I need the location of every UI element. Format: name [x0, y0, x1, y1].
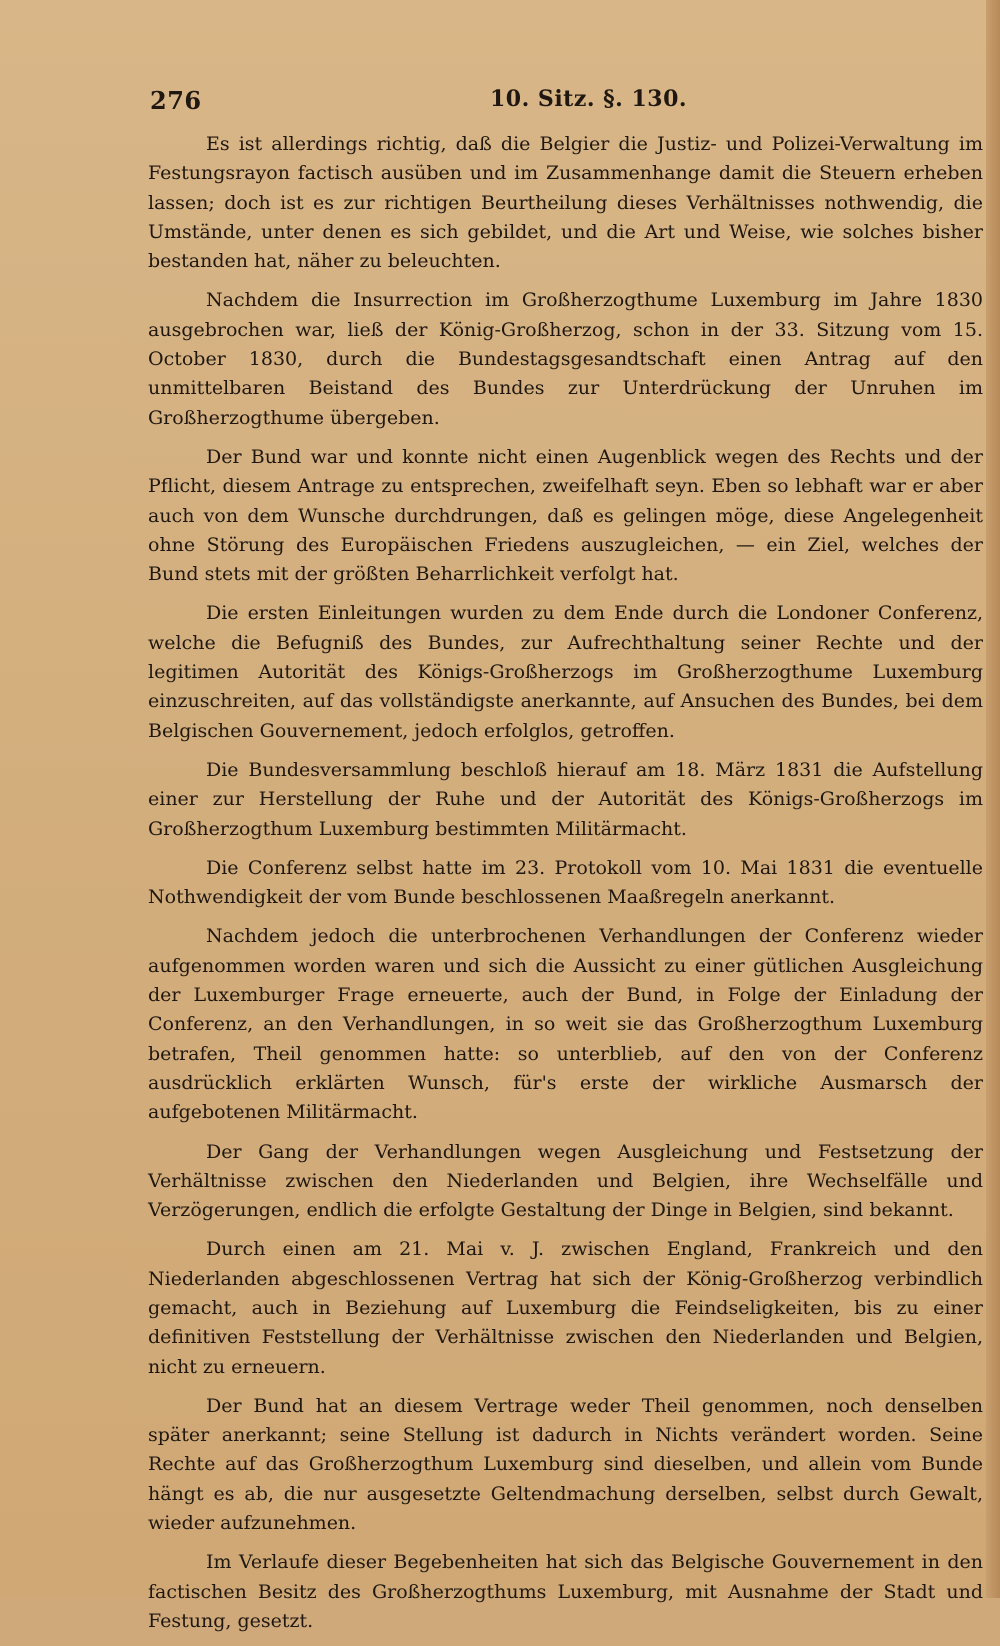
- paragraph: Der Bund hat an diesem Vertrage weder Theil genommen, noch denselben später anerkannt; seine Stellung ist dadurch in Nichts verändert worden. Seine Rechte auf das Großherzogthum Luxemburg sind dieselben, und allein vom Bunde hängt es ab, die nur ausgesetzte Geltendmachung derselben, selbst durch Gewalt, wieder aufzunehmen.: [148, 1394, 983, 1535]
- paragraph: Die Conferenz selbst hatte im 23. Protokoll vom 10. Mai 1831 die eventuelle Nothwendigkeit der vom Bunde beschlossenen Maaßregeln anerkannt.: [148, 856, 983, 909]
- paragraph: Der Bund war und konnte nicht einen Augenblick wegen des Rechts und der Pflicht, diesem Antrage zu entsprechen, zweifelhaft seyn. Eben so lebhaft war er aber auch von dem Wunsche durchdrungen, daß es gelingen möge, diese Angelegenheit ohne Störung des Europäischen Friedens auszugleichen, — ein Ziel, welches der Bund stets mit der größten Beharrlichkeit verfolgt hat.: [148, 445, 983, 586]
- running-head: 10. Sitz. §. 130.: [490, 86, 688, 112]
- paragraph: Es ist allerdings richtig, daß die Belgier die Justiz- und Polizei-Verwaltung im Festungsrayon factisch ausüben und im Zusammenhange damit die Steuern erheben lassen; doch ist es zur richtigen Beurtheilung dieses Verhältnisses nothwendig, die Umstände, unter denen es sich gebildet, und die Art und Weise, wie solches bisher bestanden hat, näher zu beleuchten.: [148, 133, 983, 273]
- page-body: [148, 130, 983, 1646]
- paragraph: Durch einen am 21. Mai v. J. zwischen England, Frankreich und den Niederlanden abgeschlossenen Vertrag hat sich der König-Großherzog verbindlich gemacht, auch in Beziehung auf Luxemburg die Feindseligkeiten, bis zu einer definitiven Feststellung der Verhältnisse zwischen den Niederlanden und Belgien, nicht zu erneuern.: [148, 1238, 983, 1378]
- page-number: 276: [150, 86, 202, 115]
- paragraph: Der Gang der Verhandlungen wegen Ausgleichung und Festsetzung der Verhältnisse zwischen den Niederlanden und Belgien, ihre Wechselfälle und Verzögerungen, endlich die erfolgte Gestaltung der Dinge in Belgien, sind bekannt.: [148, 1140, 983, 1222]
- page-header: [150, 86, 980, 120]
- page-edge: [986, 0, 1000, 1598]
- paragraph: Die ersten Einleitungen wurden zu dem Ende durch die Londoner Conferenz, welche die Befugniß des Bundes, zur Aufrechthaltung seiner Rechte und der legitimen Autorität des Königs-Großherzogs im Großherzogthume Luxemburg einzuschreiten, auf das vollständigste anerkannte, auf Ansuchen des Bundes, bei dem Belgischen Gouvernement, jedoch erfolglos, getroffen.: [148, 602, 983, 742]
- paragraph: Nachdem die Insurrection im Großherzogthume Luxemburg im Jahre 1830 ausgebrochen war, ließ der König-Großherzog, schon in der 33. Sitzung vom 15. October 1830, durch die Bundestagsgesandtschaft einen Antrag auf den unmittelbaren Beistand des Bundes zur Unterdrückung der Unruhen im Großherzogthume übergeben.: [148, 289, 983, 429]
- paragraph: Die Bundesversammlung beschloß hierauf am 18. März 1831 die Aufstellung einer zur Herstellung der Ruhe und der Autorität des Königs-Großherzogs im Großherzogthum Luxemburg bestimmten Militärmacht.: [148, 758, 983, 840]
- paragraph: Nachdem jedoch die unterbrochenen Verhandlungen der Conferenz wieder aufgenommen worden waren und sich die Aussicht zu einer gütlichen Ausgleichung der Luxemburger Frage erneuerte, auch der Bund, in Folge der Einladung der Conferenz, an den Verhandlungen, in so weit sie das Großherzogthum Luxemburg betrafen, Theil genommen hatte: so unterblieb, auf den von der Conferenz ausdrücklich erklärten Wunsch, für's erste der wirkliche Ausmarsch der aufgebotenen Militärmacht.: [148, 925, 983, 1124]
- paragraph: Im Verlaufe dieser Begebenheiten hat sich das Belgische Gouvernement in den factischen Besitz des Großherzogthums Luxemburg, mit Ausnahme der Stadt und Festung, gesetzt.: [148, 1551, 983, 1632]
